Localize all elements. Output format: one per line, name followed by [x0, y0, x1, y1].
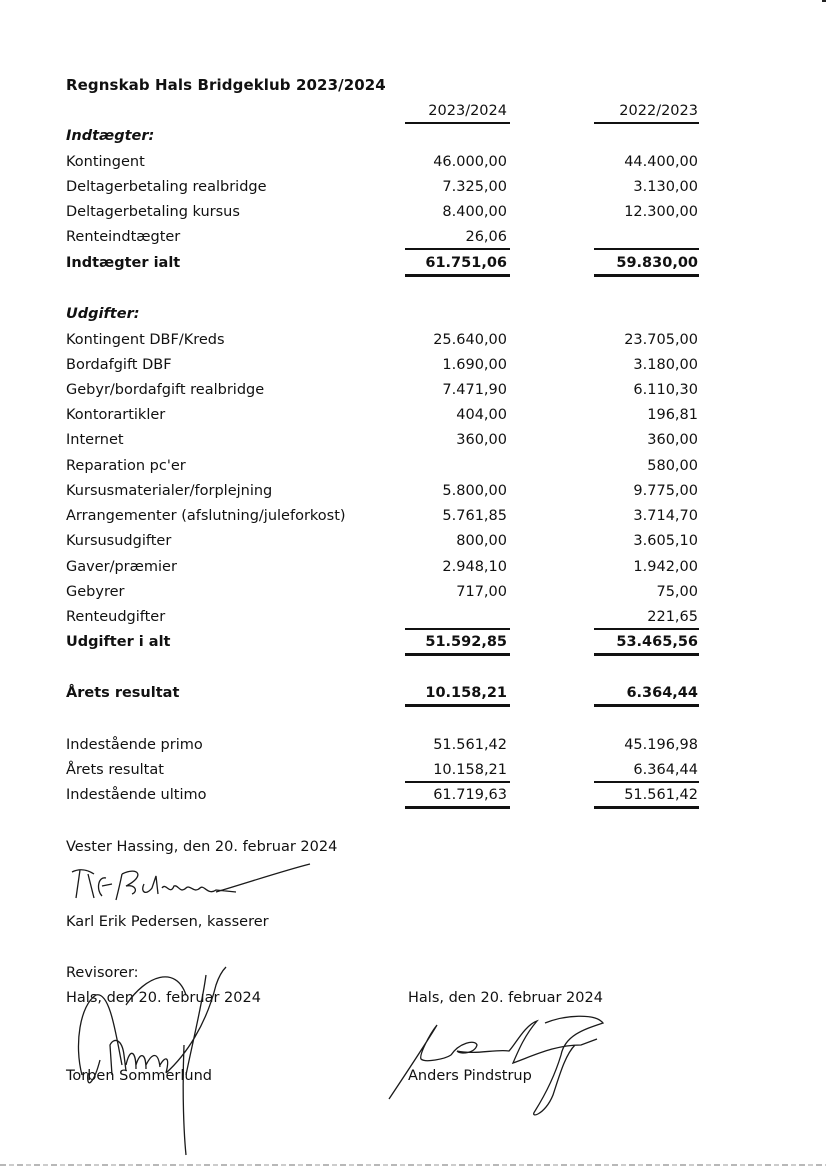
- auditor1-signature-icon: [66, 965, 236, 1165]
- subtotal-rule: [405, 781, 510, 783]
- total-rule: [405, 653, 510, 656]
- subtotal-rule: [594, 628, 699, 630]
- auditor2-signature-icon: [385, 1015, 615, 1120]
- scan-artifact-line: [0, 1164, 826, 1166]
- auditor1-name: Torben Sommerlund: [66, 1068, 212, 1084]
- table-row: Deltagerbetaling kursus 8.400,00 12.300,00: [66, 204, 698, 220]
- expenses-heading: Udgifter:: [66, 306, 140, 322]
- table-row: Arrangementer (afslutning/juleforkost) 5.761,85 3.714,70: [66, 508, 698, 524]
- scan-mark: [822, 0, 826, 2]
- treasurer-signature-icon: [66, 862, 316, 904]
- column-header-2023: 2023/2024: [428, 103, 507, 119]
- table-row: Gebyrer 717,00 75,00: [66, 584, 698, 600]
- subtotal-rule: [594, 781, 699, 783]
- header-underline-2023: [405, 122, 510, 124]
- subtotal-rule: [405, 248, 510, 250]
- auditor1-place-date: Hals, den 20. februar 2024: [66, 990, 261, 1006]
- auditor2-name: Anders Pindstrup: [408, 1068, 532, 1084]
- total-rule: [594, 704, 699, 707]
- income-heading: Indtægter:: [66, 128, 155, 144]
- total-rule: [594, 806, 699, 809]
- table-row: Deltagerbetaling realbridge 7.325,00 3.130,00: [66, 179, 698, 195]
- table-row: Indestående ultimo 61.719,63 51.561,42: [66, 787, 698, 803]
- auditors-heading: Revisorer:: [66, 965, 139, 981]
- table-row: Kursusmaterialer/forplejning 5.800,00 9.775,00: [66, 483, 698, 499]
- table-row: Bordafgift DBF 1.690,00 3.180,00: [66, 357, 698, 373]
- total-rule: [405, 806, 510, 809]
- subtotal-rule: [405, 628, 510, 630]
- table-row: Kontingent 46.000,00 44.400,00: [66, 154, 698, 170]
- total-rule: [405, 704, 510, 707]
- expenses-total-row: Udgifter i alt 51.592,85 53.465,56: [66, 634, 698, 650]
- table-row: Reparation pc'er 580,00: [66, 458, 698, 474]
- table-row: Kontorartikler 404,00 196,81: [66, 407, 698, 423]
- table-row: Kontingent DBF/Kreds 25.640,00 23.705,00: [66, 332, 698, 348]
- document-title: Regnskab Hals Bridgeklub 2023/2024: [66, 76, 386, 94]
- total-rule: [594, 274, 699, 277]
- treasurer-place-date: Vester Hassing, den 20. februar 2024: [66, 839, 338, 855]
- total-rule: [594, 653, 699, 656]
- table-row: Renteindtægter 26,06: [66, 229, 507, 245]
- table-row: Gaver/præmier 2.948,10 1.942,00: [66, 559, 698, 575]
- table-row: Indestående primo 51.561,42 45.196,98: [66, 737, 698, 753]
- column-header-row: [66, 100, 700, 122]
- income-total-row: Indtægter ialt 61.751,06 59.830,00: [66, 255, 698, 271]
- treasurer-name: Karl Erik Pedersen, kasserer: [66, 914, 269, 930]
- table-row: Renteudgifter 221,65: [66, 609, 698, 625]
- table-row: Gebyr/bordafgift realbridge 7.471,90 6.110,30: [66, 382, 698, 398]
- total-rule: [405, 274, 510, 277]
- auditor2-place-date: Hals, den 20. februar 2024: [408, 990, 603, 1006]
- table-row: Kursusudgifter 800,00 3.605,10: [66, 533, 698, 549]
- header-underline-2022: [594, 122, 699, 124]
- table-row: Internet 360,00 360,00: [66, 432, 698, 448]
- subtotal-rule: [594, 248, 699, 250]
- result-row: Årets resultat 10.158,21 6.364,44: [66, 685, 698, 701]
- column-header-2022: 2022/2023: [619, 103, 698, 119]
- table-row: Årets resultat 10.158,21 6.364,44: [66, 762, 698, 778]
